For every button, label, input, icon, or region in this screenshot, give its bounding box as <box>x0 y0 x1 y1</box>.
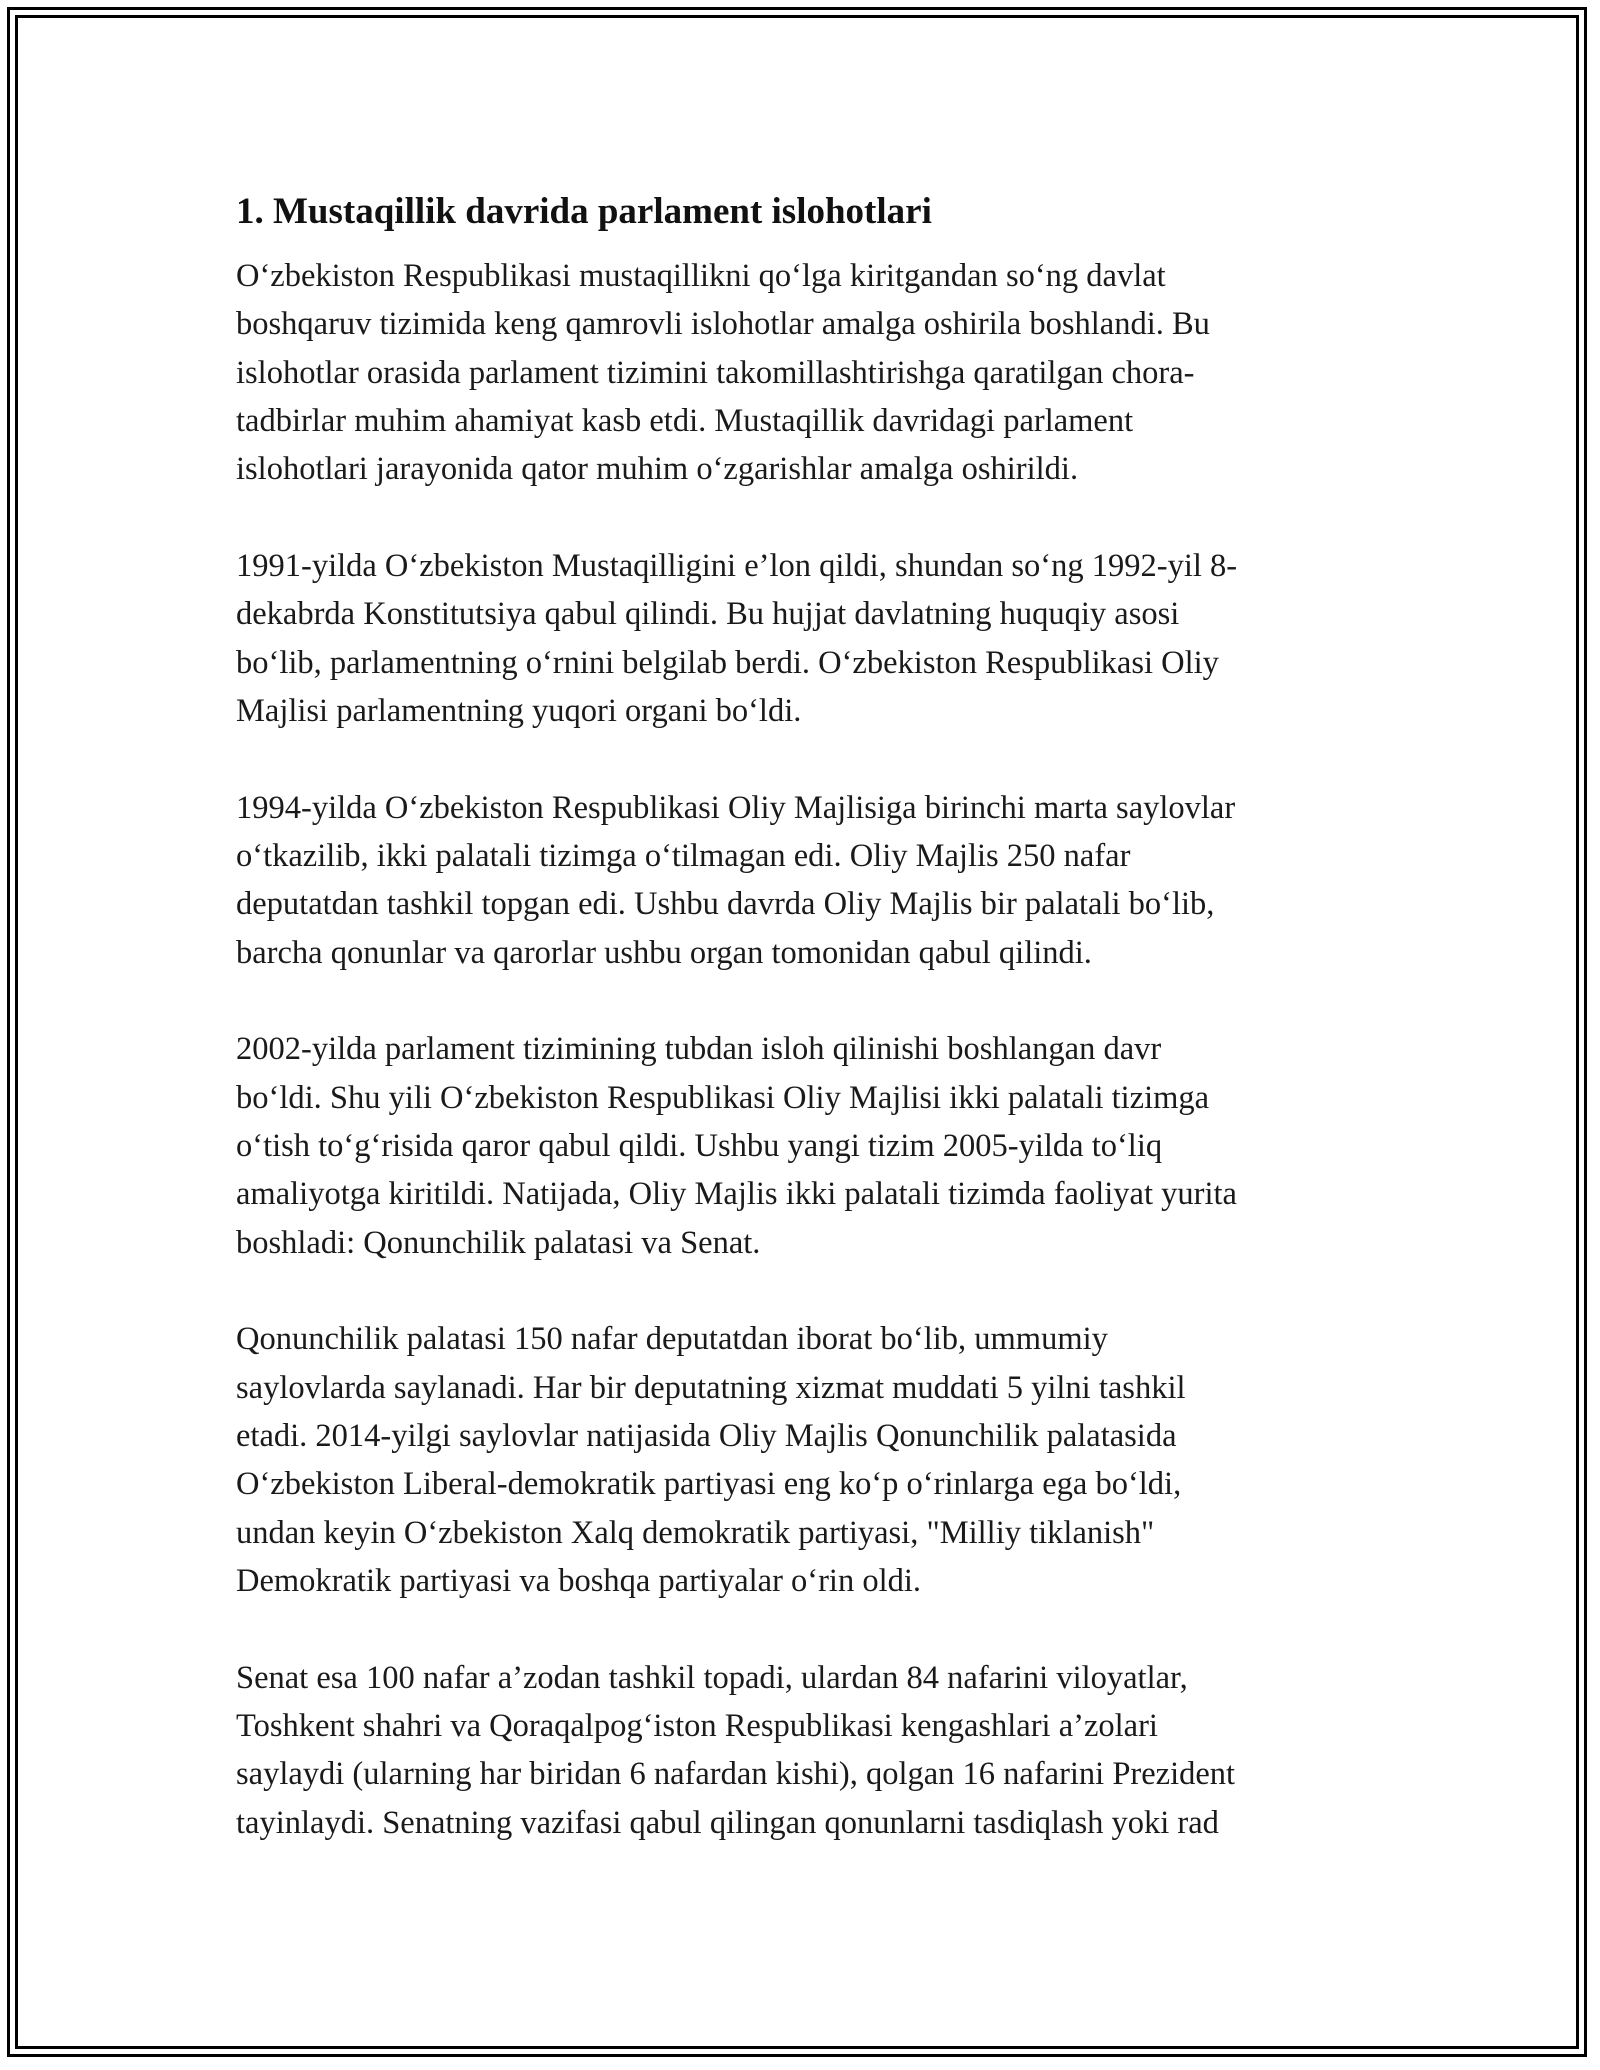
text-line: undan keyin O‘zbekiston Xalq demokratik partiyasi, "Milliy tiklanish" <box>236 1514 1155 1551</box>
text-line: tadbirlar muhim ahamiyat kasb etdi. Mustaqillik davridagi parlament <box>236 402 1134 439</box>
text-line: bo‘ldi. Shu yili O‘zbekiston Respublikasi Oliy Majlisi ikki palatali tizimga <box>236 1079 1210 1116</box>
text-line: boshqaruv tizimida keng qamrovli islohotlar amalga oshirila boshlandi. Bu <box>236 306 1210 343</box>
text-line: Demokratik partiyasi va boshqa partiyalar o‘rin oldi. <box>236 1562 922 1599</box>
text-line: deputatdan tashkil topgan edi. Ushbu davrda Oliy Majlis bir palatali bo‘lib, <box>236 886 1215 923</box>
paragraph-senat <box>236 1654 1376 1847</box>
text-line: tayinlaydi. Senatning vazifasi qabul qilingan qonunlarni tasdiqlash yoki rad <box>236 1804 1219 1841</box>
text-line: Majlisi parlamentning yuqori organi bo‘ldi. <box>236 692 802 729</box>
text-line: 1994-yilda O‘zbekiston Respublikasi Oliy Majlisiga birinchi marta saylovlar <box>236 789 1236 826</box>
paragraph-qonunchilik-palatasi <box>236 1315 1376 1605</box>
text-line: amaliyotga kiritildi. Natijada, Oliy Majlis ikki palatali tizimda faoliyat yurita <box>236 1176 1237 1213</box>
text-line: dekabrda Konstitutsiya qabul qilindi. Bu hujjat davlatning huquqiy asosi <box>236 596 1180 633</box>
text-line: Toshkent shahri va Qoraqalpog‘iston Respublikasi kengashlari a’zolari <box>236 1707 1158 1744</box>
text-line: barcha qonunlar va qarorlar ushbu organ tomonidan qabul qilindi. <box>236 934 1092 971</box>
text-line: 2002-yilda parlament tizimining tubdan isloh qilinishi boshlangan davr <box>236 1031 1162 1068</box>
text-line: o‘tish to‘g‘risida qaror qabul qildi. Ushbu yangi tizim 2005-yilda to‘liq <box>236 1127 1163 1164</box>
text-line: o‘tkazilib, ikki palatali tizimga o‘tilmagan edi. Oliy Majlis 250 nafar <box>236 837 1131 874</box>
text-line: bo‘lib, parlamentning o‘rnini belgilab berdi. O‘zbekiston Respublikasi Oliy <box>236 644 1219 681</box>
document-body <box>236 186 1376 1895</box>
text-line: 1991-yilda O‘zbekiston Mustaqilligini e’lon qildi, shundan so‘ng 1992-yil 8- <box>236 547 1238 584</box>
text-line: islohotlar orasida parlament tizimini takomillashtirishga qaratilgan chora- <box>236 354 1195 391</box>
paragraph-1991 <box>236 542 1376 735</box>
text-line: etadi. 2014-yilgi saylovlar natijasida Oliy Majlis Qonunchilik palatasida <box>236 1417 1177 1454</box>
text-line: boshladi: Qonunchilik palatasi va Senat. <box>236 1224 761 1261</box>
paragraph-intro <box>236 252 1376 493</box>
text-line: O‘zbekiston Liberal-demokratik partiyasi eng ko‘p o‘rinlarga ega bo‘ldi, <box>236 1466 1182 1503</box>
text-line: saylovlarda saylanadi. Har bir deputatning xizmat muddati 5 yilni tashkil <box>236 1369 1186 1406</box>
text-line: saylaydi (ularning har biridan 6 nafardan kishi), qolgan 16 nafarini Prezident <box>236 1756 1236 1793</box>
text-line: O‘zbekiston Respublikasi mustaqillikni qo‘lga kiritgandan so‘ng davlat <box>236 258 1166 294</box>
paragraph-2002 <box>236 1025 1376 1266</box>
section-heading: 1. Mustaqillik davrida parlament islohotlari <box>236 191 932 232</box>
text-line: islohotlari jarayonida qator muhim o‘zgarishlar amalga oshirildi. <box>236 451 1079 488</box>
paragraph-1994 <box>236 784 1376 977</box>
text-line: Senat esa 100 nafar a’zodan tashkil topadi, ulardan 84 nafarini viloyatlar, <box>236 1659 1188 1696</box>
text-line: Qonunchilik palatasi 150 nafar deputatdan iborat bo‘lib, ummumiy <box>236 1321 1108 1358</box>
